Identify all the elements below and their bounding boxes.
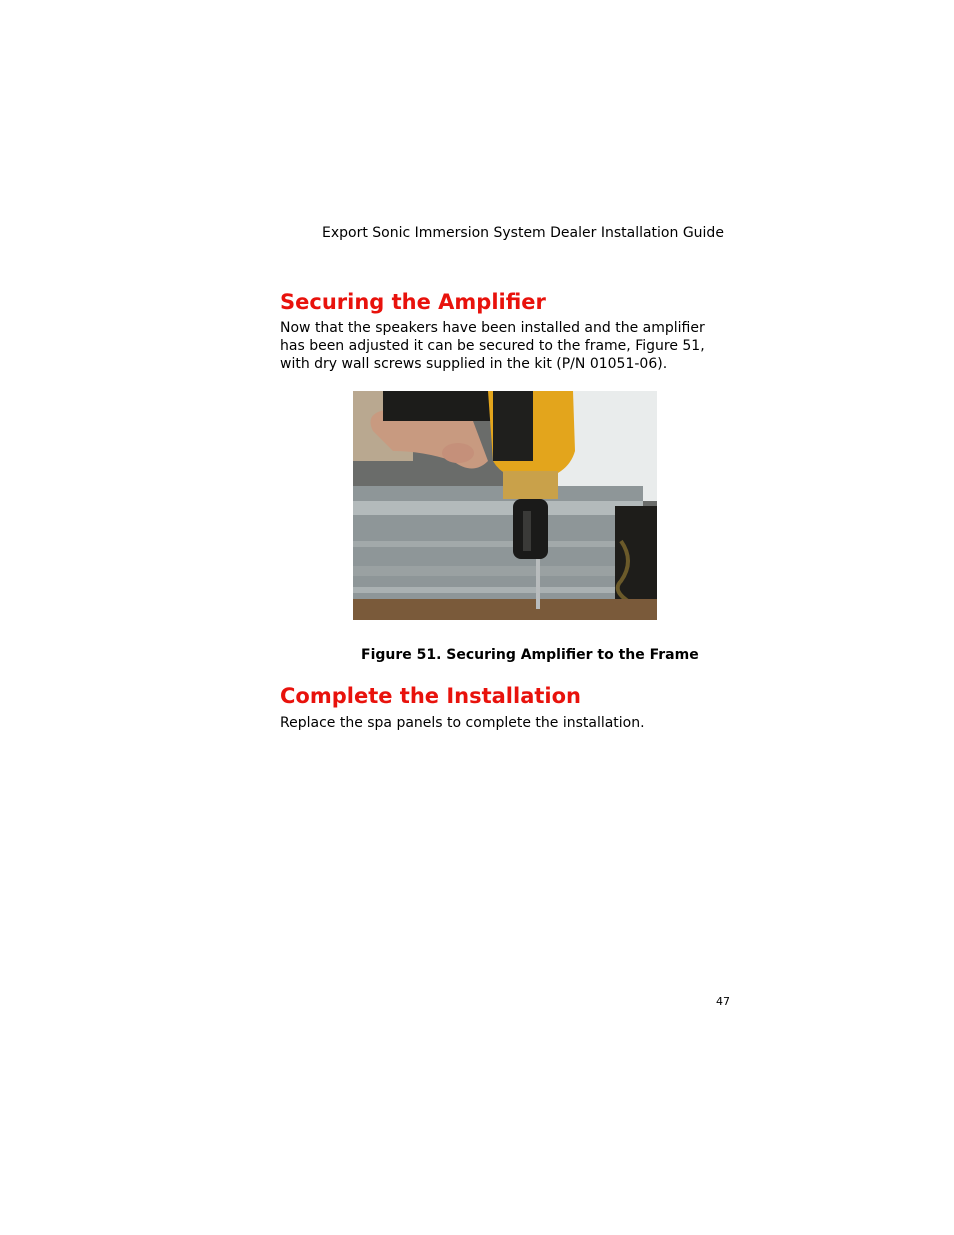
section-heading-complete-installation: Complete the Installation: [280, 684, 581, 708]
drill-handle-black: [383, 391, 493, 421]
section-heading-securing-amplifier: Securing the Amplifier: [280, 290, 546, 314]
wood-floor: [353, 599, 657, 620]
drill-bit: [536, 559, 540, 609]
wiring: [615, 506, 657, 606]
figure-caption: Figure 51. Securing Amplifier to the Frame: [361, 647, 699, 663]
figure-photo: [353, 391, 657, 620]
running-header: Export Sonic Immersion System Dealer Installation Guide: [322, 225, 724, 241]
page-number: 47: [716, 995, 730, 1008]
section-body-complete-installation: Replace the spa panels to complete the installation.: [280, 715, 645, 731]
section-body-securing-amplifier: Now that the speakers have been installed and the amplifier has been adjusted it can be secured to the frame, Figure 51, with dry wall screws supplied in the kit (P/N 01051-06).: [280, 320, 705, 372]
